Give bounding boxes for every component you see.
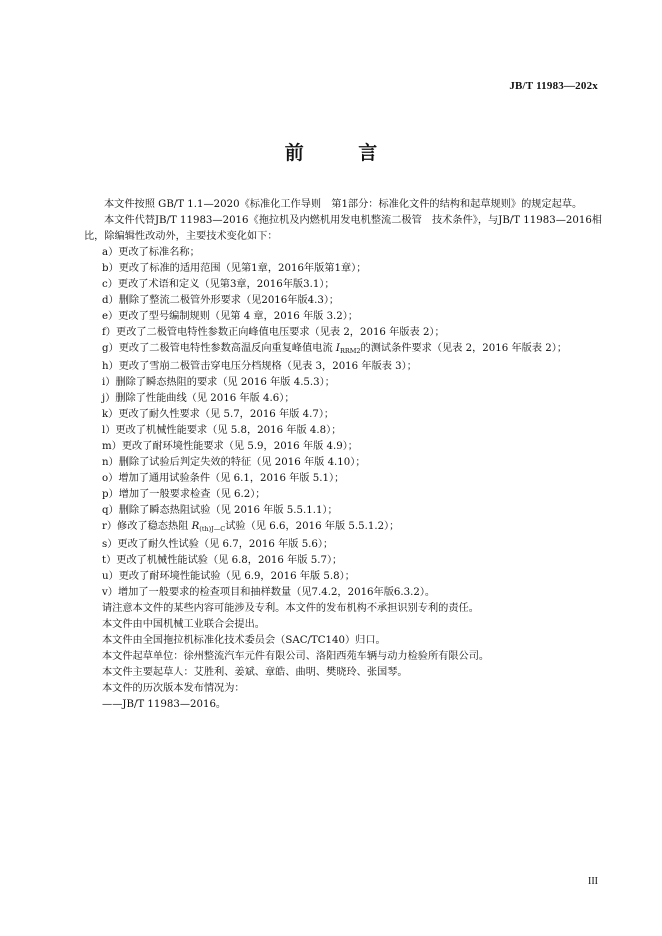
change-item-i: i）删除了瞬态热阻的要求（见 2016 年版 4.5.3）； <box>102 377 335 388</box>
change-item-j: j）删除了性能曲线（见 2016 年版 4.6）； <box>102 393 295 404</box>
change-item-r <box>84 519 602 537</box>
symbol-i-subscript: RRM2 <box>339 347 361 355</box>
change-item-n: n）删除了试验后判定失效的特征（见 2016 年版 4.10）； <box>102 457 366 468</box>
change-item-d: d）删除了整流二极管外形要求（见2016年版4.3）； <box>102 295 340 306</box>
change-item-g <box>84 341 602 359</box>
change-item-h: h）更改了雪崩二极管击穿电压分档规格（见表 3，2016 年版表 3）； <box>102 361 417 372</box>
change-item-l: l）更改了机械性能要求（见 5.8，2016 年版 4.8）； <box>102 425 342 436</box>
page-title: 前 言 <box>284 142 402 164</box>
intro-paragraph-1: 本文件按照 GB/T 1.1—2020《标准化工作导则 第1部分：标准化文件的结构和起草规则》的规定起草。 <box>104 199 583 210</box>
drafters: 本文件主要起草人：艾胜利、姜斌、章皓、曲明、樊晓玲、张国琴。 <box>102 667 408 678</box>
proposer-statement: 本文件由中国机械工业联合会提出。 <box>102 619 265 630</box>
change-item-k: k）更改了耐久性要求（见 5.7，2016 年版 4.7）； <box>102 409 335 420</box>
foreword-body <box>84 197 602 713</box>
change-item-u: u）更改了耐环境性能试验（见 6.9，2016 年版 5.8）； <box>102 571 355 582</box>
patent-notice: 请注意本文件的某些内容可能涉及专利。本文件的发布机构不承担识别专利的责任。 <box>102 603 479 614</box>
change-item-t: t）更改了机械性能试验（见 6.8，2016 年版 5.7）； <box>102 555 343 566</box>
change-item-o: o）增加了通用试验条件（见 6.1，2016 年版 5.1）； <box>102 473 345 484</box>
symbol-r: R <box>191 521 200 532</box>
change-item-g-text: g）更改了二极管电特性参数高温反向重复峰值电流 <box>102 343 333 354</box>
change-item-b: b）更改了标准的适用范围（见第1章，2016年版第1章）； <box>102 263 367 274</box>
change-item-e: e）更改了型号编制规则（见第 4 章，2016 年版 3.2）； <box>102 311 359 322</box>
change-item-a: a）更改了标准名称； <box>102 247 200 258</box>
standard-code: JB/T 11983—202x <box>509 80 598 92</box>
change-item-q: q）删除了瞬态热阻试验（见 2016 年版 5.5.1.1）； <box>102 505 338 516</box>
drafting-units: 本文件起草单位：徐州整流汽车元件有限公司、洛阳西苑车辆与动力检验所有限公司。 <box>102 651 490 662</box>
change-item-s: s）更改了耐久性试验（见 6.7，2016 年版 5.6）； <box>102 539 334 550</box>
symbol-r-subscript: (th)J—C <box>199 525 226 533</box>
version-history-entry: ——JB/T 11983—2016。 <box>102 699 227 710</box>
version-history-heading: 本文件的历次版本发布情况为： <box>102 683 245 694</box>
change-item-r-rest: 试验（见 6.6，2016 年版 5.5.1.2）； <box>225 521 400 532</box>
symbol-i: I <box>335 343 340 354</box>
change-item-f: f）更改了二极管电特性参数正向峰值电压要求（见表 2，2016 年版表 2）； <box>102 327 445 338</box>
change-item-m: m）更改了耐环境性能要求（见 5.9，2016 年版 4.9）； <box>102 441 358 452</box>
change-item-v: v）增加了一般要求的检查项目和抽样数量（见7.4.2，2016年版6.3.2）。 <box>102 587 436 598</box>
change-item-r-text: r）修改了稳态热阻 <box>102 521 189 532</box>
change-item-p: p）增加了一般要求检查（见 6.2）； <box>102 489 266 500</box>
page-number: III <box>588 876 598 887</box>
change-item-g-rest: 的测试条件要求（见表 2，2016 年版表 2）； <box>360 343 568 354</box>
intro-paragraph-2: 本文件代替JB/T 11983—2016《拖拉机及内燃机用发电机整流二极管 技术条件》，与JB/T 11983—2016相比，除编辑性改动外，主要技术变化如下： <box>84 215 602 242</box>
committee-statement: 本文件由全国拖拉机标准化技术委员会（SAC/TC140）归口。 <box>102 635 386 646</box>
change-item-c: c）更改了术语和定义（见第3章，2016年版3.1）； <box>102 279 335 290</box>
